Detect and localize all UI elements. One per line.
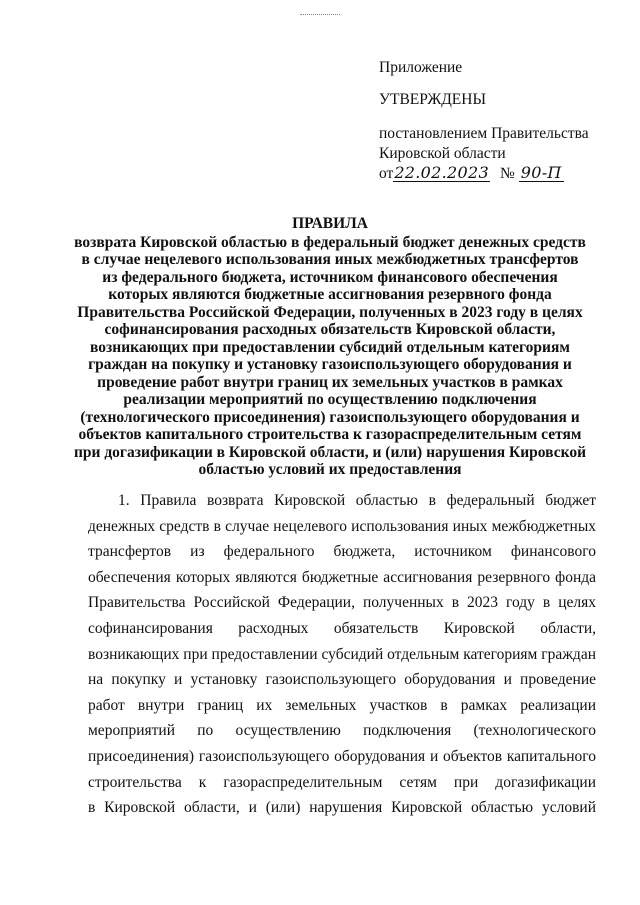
title-line: (технологического присоединения) газоиспользующего оборудования и xyxy=(80,408,580,426)
paragraph-line: 1. Правила возврата Кировской областью в федеральный бюджет xyxy=(118,492,596,509)
handwritten-date: 22.02.2023 xyxy=(394,163,489,182)
title-line: граждан на покупку и установку газоиспользующего оборудования и xyxy=(88,356,572,373)
title-line: возврата Кировской областью в федеральный бюджет денежных средств xyxy=(74,233,586,251)
title-line: объектов капитального строительства к газораспределительным сетям xyxy=(78,426,582,443)
paragraph-line: мероприятий по осуществлению подключения (технологического xyxy=(88,722,596,740)
paragraph-line: софинансирования расходных обязательств Кировской области, xyxy=(88,619,596,637)
paragraph-line: работ внутри границ их земельных участков в рамках реализации xyxy=(88,696,596,714)
paragraph-line: денежных средств в случае нецелевого использования иных межбюджетных xyxy=(88,517,596,535)
resolution-line-2: Кировской области xyxy=(379,145,506,162)
paragraph-line: в Кировской области, и (или) нарушения Кировской областью условий xyxy=(88,799,596,817)
paragraph-line: присоединения) газоиспользующего оборудования и объектов капитального xyxy=(88,747,596,765)
paragraph-line: строительства к газораспределительным сетям при догазификации xyxy=(88,773,596,791)
title-line: при догазификации в Кировской области, и (или) нарушения Кировской xyxy=(73,443,586,461)
approved-label: УТВЕРЖДЕНЫ xyxy=(379,91,486,108)
title-line: возникающих при предоставлении субсидий отдельным категориям xyxy=(90,338,570,356)
paragraph-line: на покупку и установку газоиспользующего оборудования и проведение xyxy=(88,671,596,689)
paragraph-line: Правительства Российской Федерации, полученных в 2023 году в целях xyxy=(88,594,596,612)
document-title xyxy=(60,215,600,479)
title-line: проведение работ внутри границ их земельных участков в рамках xyxy=(97,373,563,391)
resolution-date-number xyxy=(379,164,629,184)
title-line: Правительства Российской Федерации, полученных в 2023 году в целях xyxy=(77,303,583,321)
title-line: реализации мероприятий по осуществлению подключения xyxy=(123,391,537,408)
paragraph-1 xyxy=(88,488,596,821)
resolution-line-1: постановлением Правительства xyxy=(379,125,589,142)
appendix-label: Приложение xyxy=(379,59,463,76)
title-main: ПРАВИЛА xyxy=(292,215,368,232)
title-line: областью условий их предоставления xyxy=(198,461,462,478)
date-prefix: от xyxy=(379,165,394,182)
title-line: из федерального бюджета, источником финансового обеспечения xyxy=(102,268,558,286)
paragraph-line: возникающих при предоставлении субсидий отдельным категориям граждан xyxy=(88,645,596,663)
title-line: которых являются бюджетные ассигнования резервного фонда xyxy=(108,286,552,303)
paragraph-line: обеспечения которых являются бюджетные ассигнования резервного фонда xyxy=(88,568,596,586)
title-line: софинансирования расходных обязательств Кировской области, xyxy=(104,321,556,338)
paragraph-line: трансфертов из федерального бюджета, источником финансового xyxy=(88,543,596,561)
page-top-mark xyxy=(300,14,340,15)
approval-block xyxy=(379,58,629,184)
title-line: в случае нецелевого использования иных межбюджетных трансфертов xyxy=(81,251,579,268)
handwritten-number: 90-П xyxy=(520,163,562,182)
number-sign: № xyxy=(499,165,515,182)
